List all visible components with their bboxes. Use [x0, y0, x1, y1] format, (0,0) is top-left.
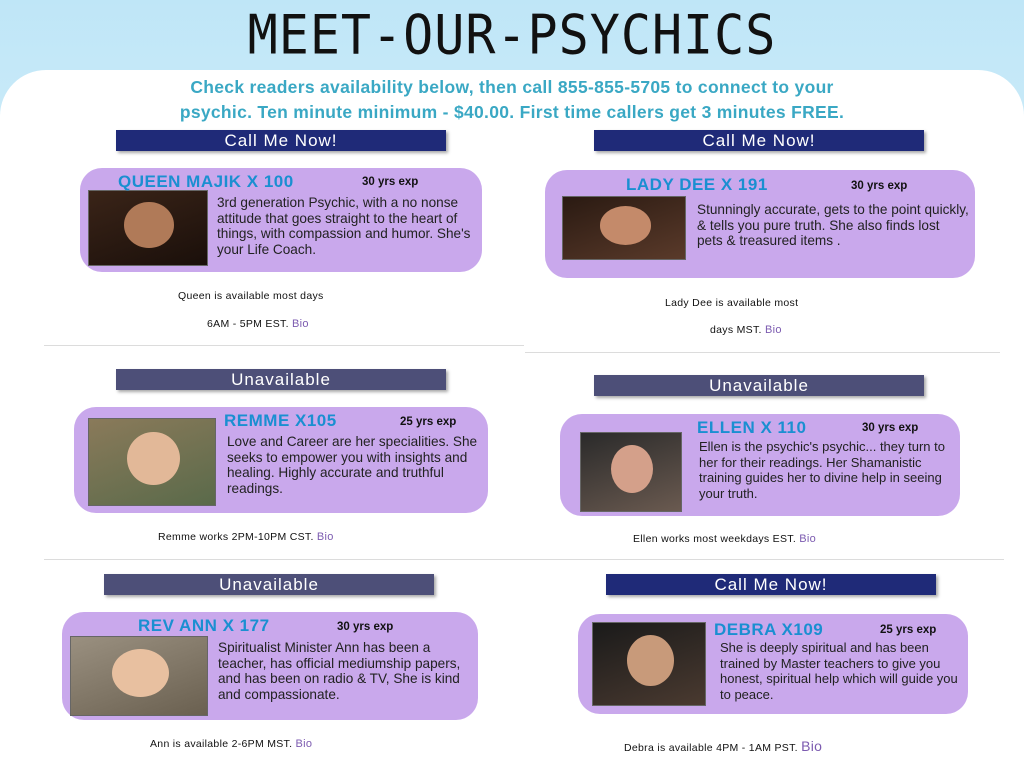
bio-link[interactable]: Bio	[764, 324, 782, 336]
availability-text	[150, 738, 312, 750]
psychic-name: REMME X105	[224, 411, 337, 430]
psychic-name: REV ANN X 177	[138, 616, 270, 635]
bio-link[interactable]: Bio	[799, 533, 817, 545]
psychic-name: DEBRA X109	[714, 620, 824, 639]
psychic-photo-ellen	[580, 432, 682, 512]
experience-label: 25 yrs exp	[880, 624, 937, 636]
face-shape	[600, 206, 651, 244]
availability-text-label: Ellen works most weekdays EST.	[633, 533, 797, 545]
experience-label: 25 yrs exp	[400, 416, 457, 428]
row-divider	[44, 345, 524, 346]
call-me-now-button-debra[interactable]: Call Me Now!	[606, 574, 936, 595]
availability-hours	[710, 324, 782, 336]
call-me-now-button-lady-dee[interactable]: Call Me Now!	[594, 130, 924, 151]
face-shape	[611, 445, 653, 493]
unavailable-button-ellen[interactable]: Unavailable	[594, 375, 924, 396]
intro-line-1: Check readers availability below, then call 855-855-5705 to connect to your	[190, 77, 834, 97]
availability-text	[633, 533, 816, 545]
face-shape	[127, 432, 180, 485]
psychic-photo-rev-ann	[70, 636, 208, 716]
availability-text-label: Remme works 2PM-10PM CST.	[158, 531, 314, 543]
experience-label: 30 yrs exp	[851, 180, 908, 192]
psychic-name: LADY DEE X 191	[626, 175, 768, 194]
psychic-name: QUEEN MAJIK X 100	[118, 172, 294, 191]
row-divider	[44, 559, 1004, 560]
availability-hours-text: days MST.	[710, 324, 762, 336]
availability-text	[624, 738, 822, 754]
experience-label: 30 yrs exp	[337, 621, 394, 633]
experience-label: 30 yrs exp	[362, 176, 419, 188]
page-title: MEET-OUR-PSYCHICS	[247, 3, 777, 67]
psychic-photo-lady-dee	[562, 196, 686, 260]
availability-text-label: Ann is available 2-6PM MST.	[150, 738, 293, 750]
availability-text	[158, 531, 334, 543]
face-shape	[112, 649, 169, 697]
availability-hours	[207, 318, 309, 330]
psychic-description: Stunningly accurate, gets to the point quickly, & tells you pure truth. She also finds lost pets & treasured items .	[697, 202, 969, 249]
face-shape	[627, 635, 674, 686]
availability-hours-text: 6AM - 5PM EST.	[207, 318, 289, 330]
call-me-now-button-queen[interactable]: Call Me Now!	[116, 130, 446, 151]
face-shape	[124, 202, 174, 248]
psychic-name: ELLEN X 110	[697, 418, 807, 437]
availability-text: Lady Dee is available most	[665, 297, 799, 309]
psychic-description: 3rd generation Psychic, with a no nonse attitude that goes straight to the heart of things, with compassion and humor. She's your Life Coach.	[217, 195, 471, 257]
availability-text: Queen is available most days	[178, 290, 324, 302]
unavailable-button-rev-ann[interactable]: Unavailable	[104, 574, 434, 595]
bio-link[interactable]: Bio	[292, 318, 309, 330]
row-divider	[525, 352, 1000, 353]
psychic-photo-debra	[592, 622, 706, 706]
psychic-description: Spiritualist Minister Ann has been a teacher, has official mediumship papers, and has been on radio & TV, She is kind and compassionate.	[218, 640, 461, 702]
unavailable-button-remme[interactable]: Unavailable	[116, 369, 446, 390]
bio-link[interactable]: Bio	[316, 531, 334, 543]
psychic-description: Love and Career are her specialities. She seeks to empower you with insights and healing. Highly accurate and truthful readings.	[227, 434, 478, 496]
psychic-photo-queen	[88, 190, 208, 266]
psychic-description: Ellen is the psychic's psychic... they turn to her for their readings. Her Shamanistic training guides her to divine help in seeing your truth.	[699, 439, 945, 501]
intro-line-2: psychic. Ten minute minimum - $40.00. First time callers get 3 minutes FREE.	[179, 102, 845, 122]
psychic-photo-remme	[88, 418, 216, 506]
bio-link[interactable]: Bio	[801, 738, 823, 754]
experience-label: 30 yrs exp	[862, 422, 919, 434]
psychic-description: She is deeply spiritual and has been trained by Master teachers to give you honest, spiritual help which will guide you to peace.	[720, 640, 958, 702]
bio-link[interactable]: Bio	[295, 738, 313, 750]
availability-text-label: Debra is available 4PM - 1AM PST.	[624, 742, 798, 754]
